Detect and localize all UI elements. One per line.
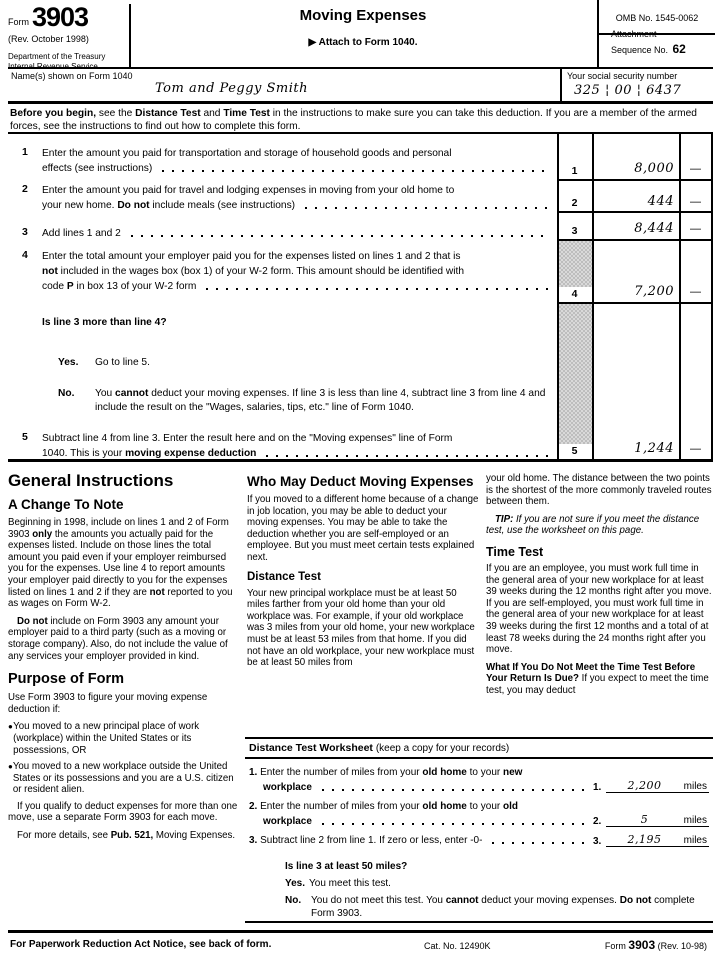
line3-cents-field[interactable]: —	[690, 223, 701, 235]
line4-text: Enter the total amount your employer paid you for the expenses listed on lines 1 and 2 that is not included in the wages box (box 1) of your W-2 form. This amount should be identified with code P in box 13 of your W-2 form	[42, 249, 554, 294]
ssn-field[interactable]: 325 ¦ 00 ¦ 6437	[574, 83, 682, 98]
line5-number: 5	[22, 431, 28, 443]
dotted-leader	[266, 455, 550, 457]
line5-amount-field[interactable]: 1,244	[634, 441, 674, 456]
line3-amount-field[interactable]: 8,444	[634, 221, 674, 236]
dept-treasury: Department of the Treasury	[8, 52, 106, 61]
worksheet-miles3-field[interactable]: 2,195	[627, 833, 662, 846]
line2-cents-field[interactable]: —	[690, 196, 701, 208]
catalog-number: Cat. No. 12490K	[424, 941, 491, 951]
form-header-left	[8, 2, 128, 71]
dotted-leader	[162, 170, 550, 172]
name-field[interactable]: Tom and Peggy Smith	[155, 81, 308, 96]
sequence-label: Sequence No.	[611, 45, 669, 55]
worksheet-miles1-field[interactable]: 2,200	[627, 779, 662, 792]
footer-form-number: 3903	[628, 938, 656, 952]
sequence-number: 62	[672, 42, 686, 56]
worksheet-no-text: You do not meet this test. You cannot deduct your moving expenses. Do not complete Form 3903.	[311, 895, 695, 919]
line1-text: Enter the amount you paid for transportation and storage of household goods and personal effects (see instructions)	[42, 146, 554, 176]
worksheet-row-2: 2. Enter the number of miles from your old home to your old workplace 2. 5 miles	[249, 801, 707, 827]
worksheet-row-1: 1. Enter the number of miles from your old home to your new workplace 1. 2,200 miles	[249, 767, 707, 793]
form-title: Moving Expenses	[299, 7, 427, 24]
who-may-deduct-column	[247, 474, 479, 675]
tip-paragraph: TIP: If you are not sure if you meet the distance test, use the worksheet on this page.	[486, 513, 700, 537]
notice-bottom-rule	[8, 132, 713, 134]
yes-label: Yes.	[58, 357, 79, 368]
time-test-column	[486, 473, 713, 703]
form-header-right	[597, 0, 715, 67]
worksheet-entry3-number: 3.	[593, 836, 602, 847]
form-revision: (Rev. October 1998)	[8, 34, 89, 44]
omb-divider	[599, 33, 715, 35]
purpose-p4: For more details, see Pub. 521, Moving Expenses.	[17, 830, 236, 842]
worksheet-question: Is line 3 at least 50 miles?	[285, 861, 408, 872]
who-may-deduct-p1: If you moved to a different home because of a change in job location, you may be able to deduct your moving expenses. You may be able to take the deduction whether you are self-employed or an employee. But you must meet certain tests explained next.	[247, 494, 479, 563]
form-header-center	[131, 7, 595, 48]
no-option	[58, 387, 554, 415]
worksheet-no-option	[285, 894, 709, 920]
worksheet-entry2-number: 2.	[593, 816, 602, 827]
worksheet-yes-label: Yes.	[285, 878, 306, 889]
line5-text: Subtract line 4 from line 3. Enter the result here and on the "Moving expenses" line of Form 1040. This is your moving expense deduction	[42, 431, 554, 461]
attachment-label	[599, 23, 715, 39]
worksheet-top-rule	[245, 737, 713, 739]
omb-number: OMB No. 1545-0062	[615, 13, 699, 23]
worksheet-miles2-field[interactable]: 5	[640, 813, 649, 826]
dotted-leader	[131, 235, 550, 237]
bullet-icon: ●	[8, 762, 13, 772]
who-may-deduct-heading: Who May Deduct Moving Expenses	[247, 474, 474, 489]
dotted-leader	[322, 823, 587, 825]
footer-form-id: Form 3903 (Rev. 10-98)	[604, 938, 707, 952]
distance-test-continuation: your old home. The distance between the two points is the shortest of the more commonly traveled routes between them.	[486, 473, 712, 508]
yes-option	[58, 356, 552, 370]
change-to-note-heading: A Change To Note	[8, 497, 124, 512]
line1-amount-field[interactable]: 8,000	[634, 161, 674, 176]
worksheet-row-3: 3. Subtract line 2 from line 1. If zero or less, enter -0- 3. 2,195 miles	[249, 833, 707, 847]
line3-box-number: 3	[571, 225, 578, 237]
worksheet-header-rule	[245, 757, 713, 759]
worksheet-yes-option	[285, 877, 709, 890]
purpose-bullet-1: ● You moved to a new principal place of work (workplace) within the United States or its possessions, OR	[8, 721, 200, 756]
miles-unit-label: miles	[683, 815, 707, 826]
miles-unit-label: miles	[683, 781, 707, 792]
worksheet-title: Distance Test Worksheet	[249, 742, 373, 754]
distance-test-heading: Distance Test	[247, 570, 321, 583]
line1-box-number: 1	[571, 165, 578, 177]
before-you-begin-note: Before you begin, see the Distance Test and Time Test in the instructions to make sure you can take this deduction. If you are a member of the armed forces, see the instructions to find out how to complete this form.	[10, 108, 697, 132]
footer-rule	[8, 930, 713, 933]
purpose-bullet-2: ● You moved to a new workplace outside the United States or its possessions and you are a U.S. citizen or resident alien.	[8, 761, 234, 796]
line3-text: Add lines 1 and 2	[42, 226, 554, 241]
worksheet-bottom-rule	[245, 921, 713, 923]
yes-text: Go to line 5.	[95, 357, 150, 368]
worksheet-yes-text: You meet this test.	[309, 878, 391, 889]
line4-cents-field[interactable]: —	[690, 286, 701, 298]
table-vline-4	[711, 134, 713, 461]
dotted-leader	[492, 842, 587, 844]
what-if-paragraph: What If You Do Not Meet the Time Test Before Your Return Is Due? If you expect to meet the time test, you may deduct	[486, 661, 709, 696]
time-test-heading: Time Test	[486, 544, 544, 559]
line4-question: Is line 3 more than line 4?	[42, 317, 167, 328]
name-label: Name(s) shown on Form 1040	[11, 71, 133, 81]
no-label: No.	[58, 388, 75, 399]
attach-instruction: Attach to Form 1040.	[318, 37, 418, 48]
time-test-p: If you are an employee, you must work full time in the general area of your new workplace for at least 39 weeks during the 12 months right after you move. If you are self-employed, you must work full time in the general area of your new workplace for at least 39 weeks during the first 12 months and a total of at least 78 weeks during the 24 months right after you move.	[486, 562, 712, 656]
line5-box-number: 5	[571, 445, 578, 457]
line2-amount-field[interactable]: 444	[647, 194, 674, 209]
purpose-of-form-heading: Purpose of Form	[8, 671, 125, 688]
dotted-leader	[305, 207, 550, 209]
worksheet-entry1-number: 1.	[593, 782, 602, 793]
no-text: You cannot deduct your moving expenses. If line 3 is less than line 4, subtract line 3 from line 4 and include the result on the "Wages, salaries, tips, etc." line of Form 1040.	[95, 388, 546, 413]
name-ssn-divider	[560, 69, 562, 101]
line1-cents-field[interactable]: —	[690, 163, 701, 175]
row2-bottom-border	[557, 211, 713, 213]
general-instructions-column	[8, 471, 242, 848]
line4-box-number: 4	[571, 288, 578, 300]
ssn-label: Your social security number	[567, 71, 678, 81]
miles-unit-label: miles	[683, 835, 707, 846]
dotted-leader	[322, 789, 587, 791]
line2-box-number: 2	[571, 197, 578, 209]
line1-number: 1	[22, 146, 28, 158]
dotted-leader	[206, 288, 550, 290]
row1-bottom-border	[557, 179, 713, 181]
line4-number: 4	[22, 249, 28, 261]
purpose-p3: If you qualify to deduct expenses for more than one move, use a separate Form 3903 for each move.	[8, 800, 238, 824]
change-to-note-p2: Do not include on Form 3903 any amount your employer paid to a third party (such as a moving or storage company). Also, do not include the value of any services your employer provided in kind.	[8, 615, 228, 662]
general-instructions-heading: General Instructions	[8, 471, 174, 490]
bullet-icon: ●	[8, 722, 13, 732]
worksheet-no-label: No.	[285, 895, 302, 906]
distance-test-worksheet	[245, 737, 713, 923]
line5-cents-field[interactable]: —	[690, 443, 701, 455]
line2-number: 2	[22, 183, 28, 195]
shaded-cell-line5	[559, 304, 592, 444]
shaded-cell-line4	[559, 241, 592, 287]
line2-text: Enter the amount you paid for travel and lodging expenses in moving from your old home to your new home. Do not include meals (see instructions)	[42, 183, 554, 213]
line3-number: 3	[22, 226, 28, 238]
form-number: 3903	[32, 2, 89, 32]
header-bottom-rule	[8, 67, 713, 69]
name-row-bottom-rule	[8, 101, 713, 104]
purpose-p1: Use Form 3903 to figure your moving expense deduction if:	[8, 692, 208, 715]
paperwork-notice: For Paperwork Reduction Act Notice, see back of form.	[10, 939, 272, 950]
worksheet-title-note: (keep a copy for your records)	[375, 743, 510, 754]
distance-test-p: Your new principal workplace must be at least 50 miles farther from your old home than your old workplace was. For example, if your old workplace was 3 miles from your old home, your new workplace must be at least 53 miles from that home. If you did not have an old workplace, your new workplace must be at least 50 miles from	[247, 587, 475, 669]
change-to-note-p1: Beginning in 1998, include on lines 1 and 2 of Form 3903 only the amounts you actually paid for the expenses listed. Include on those lines the total amount you paid even if your employer reimbursed you for the expenses. Use line 4 to report amounts your employer paid directly to you for the expenses listed on lines 1 and 2 if they are not reported to you as wages on Form W-2.	[8, 517, 233, 610]
attach-arrow-icon: ▶	[308, 37, 317, 48]
form-word-label: Form	[8, 17, 29, 27]
line4-amount-field[interactable]: 7,200	[634, 284, 674, 299]
